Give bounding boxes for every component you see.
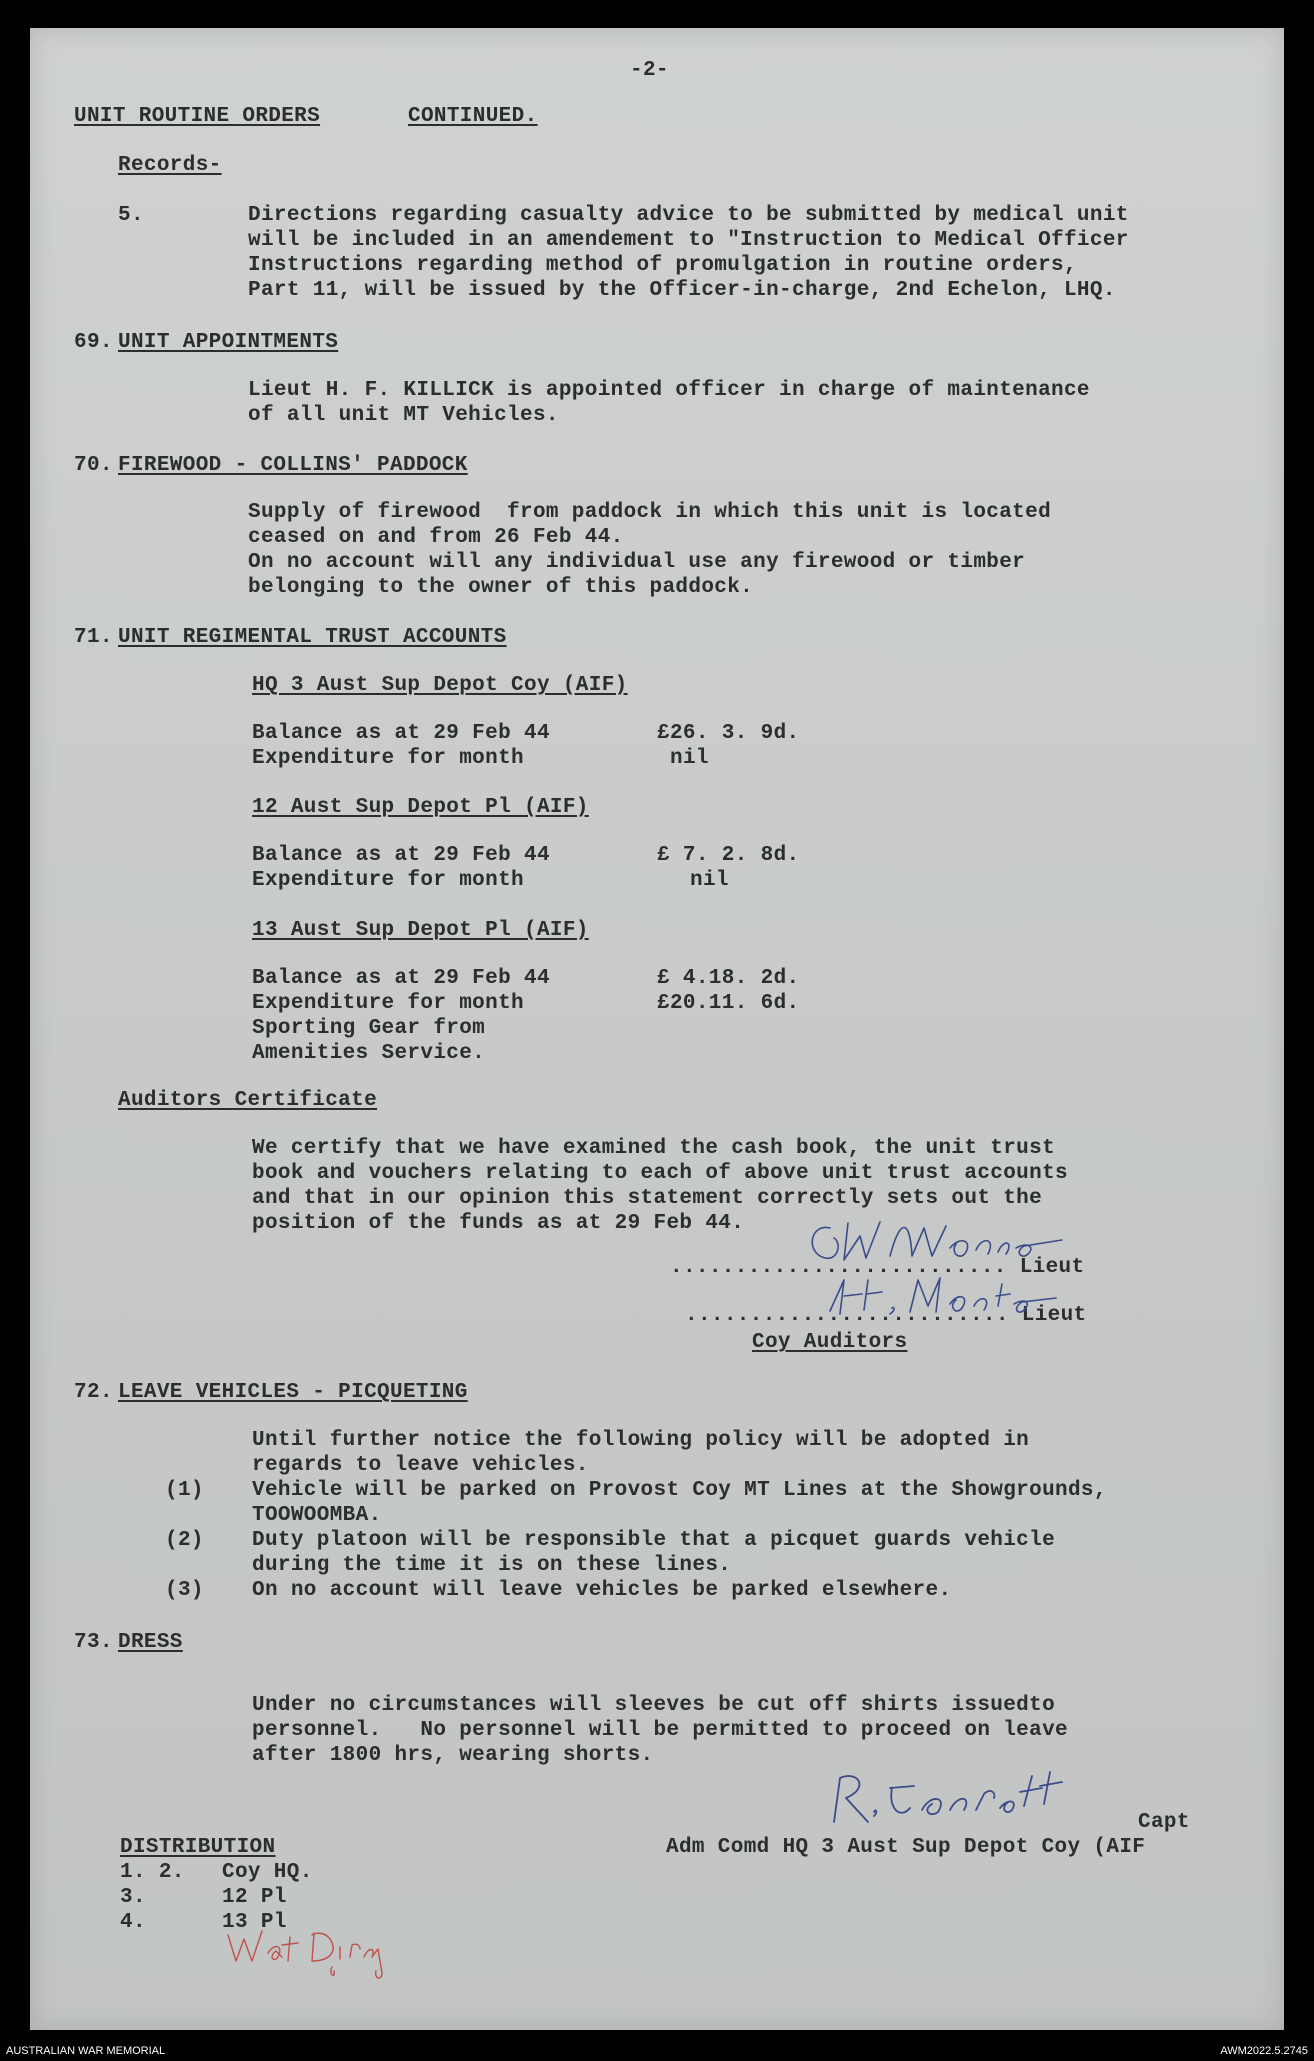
s70-line: ceased on and from 26 Feb 44. bbox=[248, 526, 624, 549]
s69-line: of all unit MT Vehicles. bbox=[248, 404, 559, 427]
account-row-label: Balance as at 29 Feb 44 bbox=[252, 844, 550, 867]
account-row-amount: £26. 3. 9d. bbox=[657, 722, 800, 745]
auditors-line: position of the funds as at 29 Feb 44. bbox=[252, 1212, 745, 1235]
s72-item-number: (3) bbox=[165, 1579, 204, 1602]
account-title: 13 Aust Sup Depot Pl (AIF) bbox=[252, 919, 589, 942]
auditors-line: and that in our opinion this statement correctly sets out the bbox=[252, 1187, 1043, 1210]
s72-intro-line: regards to leave vehicles. bbox=[252, 1454, 589, 1477]
auditors-heading: Auditors Certificate bbox=[118, 1089, 378, 1112]
records-line: will be included in an amendement to "Instruction to Medical Officer bbox=[248, 229, 1129, 252]
footer-institution: AUSTRALIAN WAR MEMORIAL bbox=[6, 2045, 166, 2057]
signoff-title: Adm Comd HQ 3 Aust Sup Depot Coy (AIF bbox=[666, 1836, 1146, 1859]
distribution-number: 3. bbox=[120, 1886, 146, 1909]
document-page bbox=[30, 28, 1284, 2030]
s69-line: Lieut H. F. KILLICK is appointed officer in charge of maintenance bbox=[248, 379, 1090, 402]
war-diary-handwritten-note bbox=[218, 1913, 388, 1983]
account-row-amount: nil bbox=[690, 869, 729, 892]
account-row-label: Expenditure for month bbox=[252, 992, 524, 1015]
signoff-rank: Capt bbox=[1138, 1811, 1190, 1834]
distribution-recipient: Coy HQ. bbox=[222, 1861, 313, 1884]
distribution-number: 4. bbox=[120, 1911, 146, 1934]
s70-line: On no account will any individual use any firewood or timber bbox=[248, 551, 1026, 574]
s70-line: belonging to the owner of this paddock. bbox=[248, 576, 754, 599]
distribution-recipient: 12 Pl bbox=[222, 1886, 287, 1909]
section-heading-73: DRESS bbox=[118, 1631, 183, 1654]
title-continued bbox=[408, 104, 538, 129]
officer-signature bbox=[810, 1758, 1090, 1838]
section-number-71: 71. bbox=[74, 626, 113, 649]
account-row-label: Balance as at 29 Feb 44 bbox=[252, 722, 550, 745]
section-heading-72: LEAVE VEHICLES - PICQUETING bbox=[118, 1381, 468, 1404]
distribution-number: 1. 2. bbox=[120, 1861, 185, 1884]
account-title: HQ 3 Aust Sup Depot Coy (AIF) bbox=[252, 674, 628, 697]
footer-reference: AWM2022.5.2745 bbox=[1220, 2045, 1308, 2057]
distribution-heading: DISTRIBUTION bbox=[120, 1836, 276, 1859]
s72-item-number: (2) bbox=[165, 1529, 204, 1552]
auditors-line: book and vouchers relating to each of above unit trust accounts bbox=[252, 1162, 1068, 1185]
auditor-sign-line: ......................... Lieut bbox=[685, 1304, 1087, 1327]
auditors-line: We certify that we have examined the cash book, the unit trust bbox=[252, 1137, 1056, 1160]
account-row-label: Expenditure for month bbox=[252, 869, 524, 892]
s73-line: after 1800 hrs, wearing shorts. bbox=[252, 1744, 654, 1767]
document-title: UNIT ROUTINE ORDERS bbox=[74, 105, 321, 128]
account-row-amount: £20.11. 6d. bbox=[657, 992, 800, 1015]
s72-item-line: during the time it is on these lines. bbox=[252, 1554, 732, 1577]
s73-line: Under no circumstances will sleeves be cut off shirts issuedto bbox=[252, 1694, 1056, 1717]
s72-item-line: On no account will leave vehicles be parked elsewhere. bbox=[252, 1579, 952, 1602]
page-number: -2- bbox=[630, 59, 669, 82]
section-number-69: 69. bbox=[74, 331, 113, 354]
s72-item-line: Vehicle will be parked on Provost Coy MT Lines at the Showgrounds, bbox=[252, 1479, 1107, 1502]
account-row-label: Amenities Service. bbox=[252, 1042, 486, 1065]
auditor-signature-2 bbox=[810, 1266, 1070, 1328]
section-number-73: 73. bbox=[74, 1631, 113, 1654]
account-row-amount: £ 7. 2. 8d. bbox=[657, 844, 800, 867]
section-number-70: 70. bbox=[74, 454, 113, 477]
s70-line: Supply of firewood from paddock in which this unit is located bbox=[248, 501, 1052, 524]
account-title: 12 Aust Sup Depot Pl (AIF) bbox=[252, 796, 589, 819]
account-row-amount: £ 4.18. 2d. bbox=[657, 967, 800, 990]
section-heading-70: FIREWOOD - COLLINS' PADDOCK bbox=[118, 454, 468, 477]
s72-intro-line: Until further notice the following policy will be adopted in bbox=[252, 1429, 1030, 1452]
account-row-label: Balance as at 29 Feb 44 bbox=[252, 967, 550, 990]
section-heading-71: UNIT REGIMENTAL TRUST ACCOUNTS bbox=[118, 626, 507, 649]
account-row-amount: nil bbox=[670, 747, 709, 770]
account-row-label: Expenditure for month bbox=[252, 747, 524, 770]
s72-item-line: Duty platoon will be responsible that a picquet guards vehicle bbox=[252, 1529, 1056, 1552]
records-item-number: 5. bbox=[118, 204, 144, 227]
distribution-recipient: 13 Pl bbox=[222, 1911, 287, 1934]
auditor-sign-line: .......................... Lieut bbox=[670, 1256, 1085, 1279]
coy-auditors-caption: Coy Auditors bbox=[752, 1331, 908, 1354]
account-row-label: Sporting Gear from bbox=[252, 1017, 486, 1040]
s72-item-number: (1) bbox=[165, 1479, 204, 1502]
records-heading: Records- bbox=[118, 154, 222, 177]
records-line: Directions regarding casualty advice to be submitted by medical unit bbox=[248, 204, 1129, 227]
s72-item-line: TOOWOOMBA. bbox=[252, 1504, 382, 1527]
records-line: Instructions regarding method of promulgation in routine orders, bbox=[248, 254, 1077, 277]
records-line: Part 11, will be issued by the Officer-in-charge, 2nd Echelon, LHQ. bbox=[248, 279, 1116, 302]
s73-line: personnel. No personnel will be permitted to proceed on leave bbox=[252, 1719, 1068, 1742]
section-heading-69: UNIT APPOINTMENTS bbox=[118, 331, 339, 354]
section-number-72: 72. bbox=[74, 1381, 113, 1404]
continued-label: CONTINUED. bbox=[408, 105, 538, 128]
